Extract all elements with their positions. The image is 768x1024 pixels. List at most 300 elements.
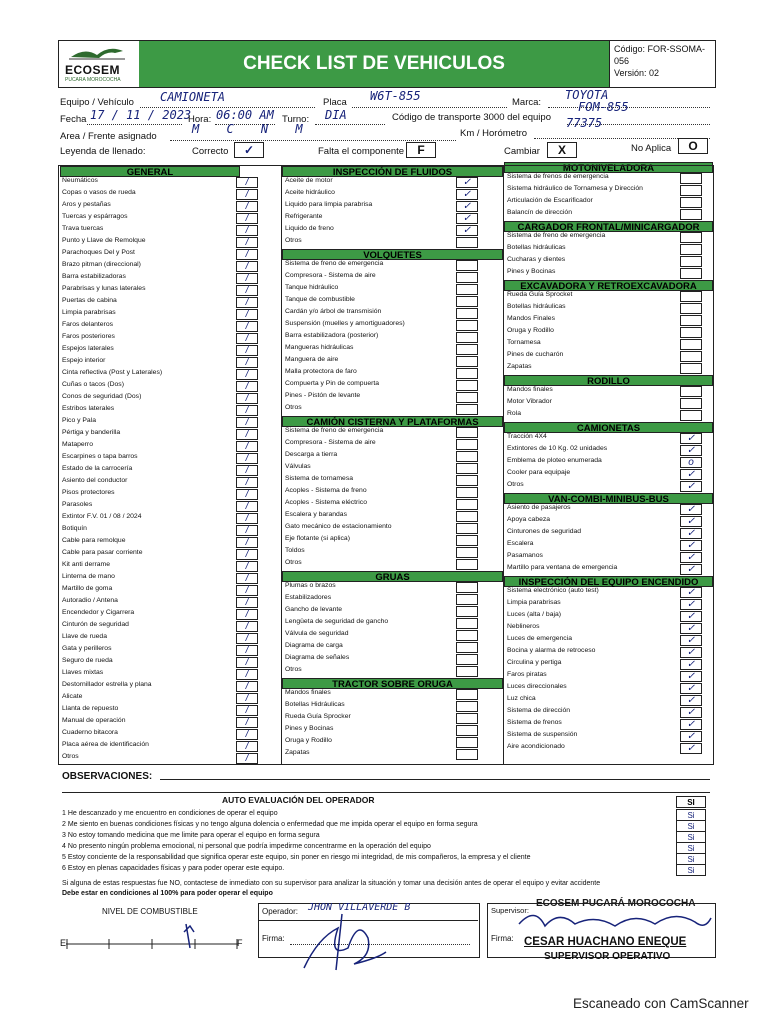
col2-item-label: Compresora - Sistema de aire <box>285 439 376 446</box>
col2-item-label: Manguera de aire <box>285 356 339 363</box>
legend-noaplica-label: No Aplica <box>631 143 672 154</box>
col3-item-check: ✓ <box>686 433 696 444</box>
col2-item-label: Acoples - Sistema eléctrico <box>285 499 367 506</box>
general-item-check: / <box>245 693 249 704</box>
general-item-label: Parasoles <box>62 501 93 508</box>
col2-item-label: Compuerta y Pin de compuerta <box>285 380 380 387</box>
col3-item-check: ✓ <box>686 587 696 598</box>
general-item-label: Llanta de repuesto <box>62 705 119 712</box>
fecha-label: Fecha <box>60 114 87 125</box>
supervisor-stamp-2: CESAR HUACHANO ENEQUE <box>524 936 687 948</box>
col2-item-label: Pines y Bocinas <box>285 725 334 732</box>
general-item-label: Neumáticos <box>62 177 98 184</box>
area-line <box>170 140 456 141</box>
general-item-label: Espejos laterales <box>62 345 114 352</box>
general-item-check: / <box>245 321 249 332</box>
general-item-check: / <box>245 405 249 416</box>
col3-item-label: Luces (alta / baja) <box>507 611 562 618</box>
col3-item-check: ✓ <box>686 564 696 575</box>
general-item-label: Autoradio / Antena <box>62 597 118 604</box>
placa-line <box>352 107 507 108</box>
general-item-check: / <box>245 597 249 608</box>
general-item-check: / <box>245 621 249 632</box>
general-item-check: / <box>245 309 249 320</box>
col3-item-label: Pines de cucharón <box>507 351 564 358</box>
form-version-text: Versión: 02 <box>614 68 660 78</box>
general-item-label: Puertas de cabina <box>62 297 117 304</box>
general-item-check: / <box>245 345 249 356</box>
general-item-label: Pértiga y banderilla <box>62 429 121 436</box>
col2-section-header: TRACTOR SOBRE ORUGA <box>282 678 503 689</box>
col3-section-header: INSPECCIÓN DEL EQUIPO ENCENDIDO <box>504 576 713 587</box>
col3-item-label: Emblema de ploteo enumerada <box>507 457 602 464</box>
legend-correcto-label: Correcto <box>192 146 229 157</box>
col3-item-check: ✓ <box>686 695 696 706</box>
col3-item-label: Cinturones de seguridad <box>507 528 582 535</box>
col3-item-label: Asiento de pasajeros <box>507 504 571 511</box>
supervisor-stamp-1: ECOSEM PUCARÁ MOROCOCHA <box>536 898 696 909</box>
general-item-check: / <box>245 237 249 248</box>
checklist-frame <box>58 165 714 765</box>
col3-item-check: ✓ <box>686 635 696 646</box>
col3-item-label: Luces de emergencia <box>507 635 572 642</box>
col3-item-label: Botellas hidráulicas <box>507 303 566 310</box>
legend-falta-label: Falta el componente <box>318 146 405 157</box>
legend-noaplica-box: O <box>678 138 708 154</box>
equipo-value[interactable]: CAMIONETA <box>160 90 226 104</box>
col3-item-check: ✓ <box>686 445 696 456</box>
general-item-check: / <box>245 729 249 740</box>
general-item-label: Otros <box>62 753 79 760</box>
turno-line <box>315 124 385 125</box>
general-item-label: Cable para remolque <box>62 537 126 544</box>
col3-item-label: Pasamanos <box>507 552 543 559</box>
general-item-check: / <box>245 609 249 620</box>
col3-section-header: CARGADOR FRONTAL/MINICARGADOR <box>504 221 713 232</box>
camscanner-watermark: Escaneado con CamScanner <box>573 996 749 1011</box>
col2-item-label: Estabilizadores <box>285 594 332 601</box>
col3-item-check: ✓ <box>686 719 696 730</box>
legend-cambiar-box: X <box>547 142 577 158</box>
general-item-label: Linterna de mano <box>62 573 115 580</box>
autoeval-question: 2 Me siento en buenas condiciones físicas y no tengo alguna dolencia o enfermedad que me impida operar el equipo en forma segura <box>62 821 478 828</box>
general-item-check: / <box>245 333 249 344</box>
col3-item-label: Botellas hidráulicas <box>507 244 566 251</box>
col3-section-header: VAN-COMBI-MINIBUS-BUS <box>504 493 713 504</box>
col2-item-label: Descarga a tierra <box>285 451 338 458</box>
col2-item-check: ✓ <box>462 225 472 236</box>
general-item-check: / <box>245 213 249 224</box>
col2-item-label: Zapatas <box>285 749 310 756</box>
col3-item-label: Sistema electrónico (auto test) <box>507 587 599 594</box>
col3-item-label: Luces direccionales <box>507 683 567 690</box>
general-item-label: Llaves mixtas <box>62 669 104 676</box>
col2-item-label: Rueda Guía Sprocker <box>285 713 351 720</box>
general-item-label: Espejo interior <box>62 357 106 364</box>
general-item-label: Seguro de rueda <box>62 657 113 664</box>
col2-item-check: ✓ <box>462 189 472 200</box>
col3-item-label: Motor Vibrador <box>507 398 552 405</box>
area-label: Area / Frente asignado <box>60 131 157 142</box>
operador-firma-label: Firma: <box>262 934 285 943</box>
form-header <box>58 40 716 88</box>
col3-item-label: Bocina y alarma de retroceso <box>507 647 596 654</box>
col3-item-check: o <box>688 457 694 468</box>
general-item-check: / <box>245 657 249 668</box>
col3-item-label: Faros piratas <box>507 671 547 678</box>
autoeval-answer-box[interactable]: Si <box>676 831 706 843</box>
placa-label: Placa <box>323 97 347 108</box>
col3-item-label: Sistema de frenos de emergencia <box>507 173 609 180</box>
autoeval-question: 3 No estoy tomando medicina que me limite para operar el equipo en forma segura <box>62 832 320 839</box>
general-item-label: Punto y Llave de Remolque <box>62 237 146 244</box>
col2-item-label: Cardán y/o árbol de transmisión <box>285 308 382 315</box>
col3-item-check: ✓ <box>686 647 696 658</box>
general-item-check: / <box>245 477 249 488</box>
col2-item-label: Refrigerante <box>285 213 323 220</box>
placa-value[interactable]: W6T-855 <box>370 89 421 103</box>
general-item-check: / <box>245 429 249 440</box>
col2-item-label: Escalera y barandas <box>285 511 347 518</box>
col3-item-label: Cooler para equipaje <box>507 469 571 476</box>
fuel-f-label: F <box>237 938 243 948</box>
autoeval-answer-box[interactable]: Si <box>676 842 706 854</box>
col3-item-label: Mandos Finales <box>507 315 555 322</box>
col3-item-label: Rola <box>507 410 521 417</box>
col3-item-check: ✓ <box>686 552 696 563</box>
general-item-check: / <box>245 417 249 428</box>
autoeval-question: 4 No presento ningún problema emocional, ni personal que podría impedirme concentrarme en la operación del equipo <box>62 843 431 850</box>
general-item-label: Trava tuercas <box>62 225 104 232</box>
col3-item-check: ✓ <box>686 599 696 610</box>
hora-label: Hora: <box>188 114 212 125</box>
col-divider-2 <box>503 165 504 765</box>
col2-item-label: Gato mecánico de estacionamiento <box>285 523 392 530</box>
col3-item-label: Articulación de Escarificador <box>507 197 593 204</box>
general-item-label: Conos de seguridad (Dos) <box>62 393 142 400</box>
col3-section-header: CAMIONETAS <box>504 422 713 433</box>
col3-item-label: Limpia parabrisas <box>507 599 561 606</box>
col2-item-label: Tanque hidráulico <box>285 284 339 291</box>
col3-item-check: ✓ <box>686 743 696 754</box>
autoeval-answer-box[interactable]: Si <box>676 809 706 821</box>
col2-item-label: Sistema de tornamesa <box>285 475 354 482</box>
col3-item-label: Apoya cabeza <box>507 516 551 523</box>
col2-section-header: INSPECCIÓN DE FLUIDOS <box>282 166 503 177</box>
autoeval-question: 1 He descanzado y me encuentro en condiciones de operar el equipo <box>62 810 278 817</box>
col3-item-label: Sistema de frenos <box>507 719 562 726</box>
col3-item-check: ✓ <box>686 671 696 682</box>
general-item-label: Tuercas y espárragos <box>62 213 128 220</box>
col3-item-label: Sistema de suspensión <box>507 731 578 738</box>
company-logo <box>59 41 140 87</box>
col2-item-label: Otros <box>285 666 302 673</box>
col2-item-label: Acoples - Sistema de freno <box>285 487 367 494</box>
fecha-value[interactable]: 17 / 11 / 2023 <box>90 108 192 122</box>
logo-subtitle: PUCARA MOROCOCHA <box>65 77 121 83</box>
col2-item-label: Sistema de freno de emergencia <box>285 260 384 267</box>
logo-bird-icon <box>67 45 127 61</box>
general-item-label: Escarpines o tapa barros <box>62 453 138 460</box>
col2-item-label: Tanque de combustible <box>285 296 355 303</box>
col3-item-label: Sistema de freno de emergencia <box>507 232 606 239</box>
supervisor-stamp-3: SUPERVISOR OPERATIVO <box>544 951 671 962</box>
general-item-label: Botiquín <box>62 525 87 532</box>
autoeval-question: 6 Estoy en plenas capacidades físicas y para poder operar este equipo. <box>62 865 285 872</box>
general-item-check: / <box>245 465 249 476</box>
col3-item-label: Tracción 4X4 <box>507 433 547 440</box>
general-item-label: Martillo de goma <box>62 585 113 592</box>
general-item-label: Mataperro <box>62 441 93 448</box>
general-item-check: / <box>245 525 249 536</box>
legend-label: Leyenda de llenado: <box>60 146 146 157</box>
col3-item-check: ✓ <box>686 504 696 515</box>
general-item-check: / <box>245 357 249 368</box>
general-item-label: Aros y pestañas <box>62 201 111 208</box>
col3-item-check: ✓ <box>686 516 696 527</box>
col3-item-check: ✓ <box>686 707 696 718</box>
general-item-label: Manual de operación <box>62 717 126 724</box>
section-general-header: GENERAL <box>60 166 240 177</box>
general-item-label: Parabrisas y lunas laterales <box>62 285 146 292</box>
col2-section-header: CAMIÓN CISTERNA Y PLATAFORMAS <box>282 416 503 427</box>
autoeval-answer-box[interactable]: Si <box>676 853 706 865</box>
col2-item-label: Otros <box>285 559 302 566</box>
col2-item-label: Válvulas <box>285 463 311 470</box>
legend-falta-box: F <box>406 142 436 158</box>
general-item-label: Copas o vasos de rueda <box>62 189 136 196</box>
general-item-label: Destornillador estrella y plana <box>62 681 152 688</box>
codigo-value[interactable]: FOM-855 <box>578 100 629 114</box>
col2-item-label: Plumas o brazos <box>285 582 336 589</box>
col2-item-label: Pines - Pistón de levante <box>285 392 361 399</box>
autoeval-question: 5 Estoy conciente de la responsabilidad que significa operar este equipo, sin poner en riesgo mi integridad, de mis compañeros, la empresa y el cliente <box>62 854 531 861</box>
general-item-check: / <box>245 717 249 728</box>
general-item-check: / <box>245 285 249 296</box>
col2-section-header: VOLQUETES <box>282 249 503 260</box>
col3-section-header: EXCAVADORA Y RETROEXCAVADORA <box>504 280 713 291</box>
supervisor-signature <box>515 904 715 936</box>
general-item-check: / <box>245 297 249 308</box>
autoeval-title: AUTO EVALUACIÓN DEL OPERADOR <box>222 795 375 805</box>
observaciones-line-1 <box>160 779 710 780</box>
col2-item-label: Válvula de seguridad <box>285 630 349 637</box>
col2-item-label: Compresora - Sistema de aire <box>285 272 376 279</box>
general-item-label: Kit anti derrame <box>62 561 110 568</box>
general-item-label: Barra estabilizadoras <box>62 273 126 280</box>
col2-item-label: Otros <box>285 237 302 244</box>
fecha-line <box>87 124 182 125</box>
col2-item-check: ✓ <box>462 177 472 188</box>
col2-item-label: Eje flotante (si aplica) <box>285 535 350 542</box>
col3-item-check: ✓ <box>686 623 696 634</box>
turno-label: Turno: <box>282 114 310 125</box>
col2-item-label: Diagrama de señales <box>285 654 350 661</box>
km-label: Km / Horómetro <box>460 128 528 139</box>
general-item-check: / <box>245 249 249 260</box>
general-item-label: Alicate <box>62 693 83 700</box>
fuel-e-label: E <box>60 938 67 948</box>
col2-item-label: Diagrama de carga <box>285 642 343 649</box>
general-item-check: / <box>245 741 249 752</box>
col3-item-label: Zapatas <box>507 363 532 370</box>
col3-item-label: Neblineros <box>507 623 540 630</box>
marca-value[interactable]: TOYOTA <box>565 88 609 102</box>
col2-item-label: Liquido de freno <box>285 225 334 232</box>
col3-item-check: ✓ <box>686 683 696 694</box>
general-item-check: / <box>245 573 249 584</box>
autoeval-note-2: Debe estar en condiciones al 100% para poder operar el equipo <box>62 890 273 897</box>
form-title: CHECK LIST DE VEHICULOS <box>139 41 609 87</box>
general-item-check: / <box>245 393 249 404</box>
col2-item-label: Aceite hidráulico <box>285 189 335 196</box>
general-item-check: / <box>245 513 249 524</box>
general-item-check: / <box>245 489 249 500</box>
col2-item-label: Otros <box>285 404 302 411</box>
operador-value[interactable]: JHON VILLAVERDE B <box>308 902 411 913</box>
general-item-check: / <box>245 453 249 464</box>
col2-item-label: Suspensión (muelles y amortiguadores) <box>285 320 405 327</box>
col3-item-check: ✓ <box>686 469 696 480</box>
col3-section-header: MOTONIVELADORA <box>504 162 713 173</box>
autoeval-answer-box[interactable]: Si <box>676 864 706 876</box>
general-item-check: / <box>245 681 249 692</box>
general-item-label: Asiento del conductor <box>62 477 128 484</box>
general-item-check: / <box>245 501 249 512</box>
area-value[interactable]: M C N M <box>192 122 313 136</box>
marca-label: Marca: <box>512 97 542 108</box>
col2-item-label: Sistema de freno de emergencia <box>285 427 384 434</box>
operador-label: Operador: <box>262 907 299 916</box>
supervisor-firma-label: Firma: <box>491 934 514 943</box>
autoeval-answer-box[interactable]: Si <box>676 820 706 832</box>
general-item-check: / <box>245 753 249 764</box>
col2-item-label: Oruga y Rodillo <box>285 737 332 744</box>
general-item-check: / <box>245 201 249 212</box>
col3-item-label: Aire acondicionado <box>507 743 565 750</box>
general-item-label: Faros posteriores <box>62 333 115 340</box>
general-item-check: / <box>245 273 249 284</box>
col3-section-header: RODILLO <box>504 375 713 386</box>
col3-item-check: ✓ <box>686 528 696 539</box>
col2-item-label: Aceite de motor <box>285 177 333 184</box>
general-item-check: / <box>245 633 249 644</box>
col2-item-label: Gancho de levante <box>285 606 343 613</box>
general-item-check: / <box>245 705 249 716</box>
col3-item-label: Sistema hidráulico de Tornamesa y Dirección <box>507 185 643 192</box>
col3-item-label: Luz chica <box>507 695 536 702</box>
general-item-label: Extintor F.V. 01 / 08 / 2024 <box>62 513 142 520</box>
general-item-label: Limpia parabrisas <box>62 309 116 316</box>
codigo-label: Código de transporte 3000 del equipo <box>392 112 551 123</box>
general-item-label: Cable para pasar corriente <box>62 549 143 556</box>
form-code-text: Código: FOR-SSOMA-056 <box>614 44 706 66</box>
general-item-check: / <box>245 669 249 680</box>
general-item-label: Cuñas o tacos (Dos) <box>62 381 124 388</box>
observaciones-label: OBSERVACIONES: <box>62 771 153 782</box>
hora-value[interactable]: 06:00 AM <box>216 108 274 122</box>
general-item-check: / <box>245 585 249 596</box>
general-item-label: Pisos protectores <box>62 489 115 496</box>
general-item-label: Gata y perilleros <box>62 645 112 652</box>
col3-item-label: Pines y Bocinas <box>507 268 556 275</box>
col3-item-check: ✓ <box>686 659 696 670</box>
operador-signature <box>298 908 388 974</box>
col3-item-label: Tornamesa <box>507 339 541 346</box>
col2-item-label: Malla protectora de faro <box>285 368 357 375</box>
col3-item-check: ✓ <box>686 731 696 742</box>
general-item-check: / <box>245 645 249 656</box>
col2-item-label: Lengüeta de seguridad de gancho <box>285 618 389 625</box>
autoeval-si-header: SI <box>676 796 706 808</box>
col2-item-label: Barra estabilizadora (posterior) <box>285 332 379 339</box>
general-item-check: / <box>245 261 249 272</box>
col2-item-label: Botellas Hidráulicas <box>285 701 345 708</box>
col3-item-check: ✓ <box>686 540 696 551</box>
marca-line <box>548 107 710 108</box>
col3-item-label: Escalera <box>507 540 534 547</box>
col2-section-header: GRUAS <box>282 571 503 582</box>
combustible-label: NIVEL DE COMBUSTIBLE <box>102 907 198 916</box>
general-item-label: Cinta reflectiva (Post y Laterales) <box>62 369 163 376</box>
col3-item-label: Otros <box>507 481 524 488</box>
general-item-label: Brazo pitman (direccional) <box>62 261 141 268</box>
general-item-label: Cinturón de seguridad <box>62 621 129 628</box>
col3-item-label: Rueda Guía Sprocket <box>507 291 573 298</box>
general-item-check: / <box>245 225 249 236</box>
col3-item-label: Circulina y pertiga <box>507 659 562 666</box>
general-item-label: Parachoques Del y Post <box>62 249 135 256</box>
equipo-label: Equipo / Vehículo <box>60 97 134 108</box>
col3-item-label: Cucharas y dientes <box>507 256 566 263</box>
general-item-label: Placa aérea de identificación <box>62 741 149 748</box>
general-item-check: / <box>245 441 249 452</box>
general-item-check: / <box>245 369 249 380</box>
legend-correcto-box: ✓ <box>234 142 264 158</box>
general-item-check: / <box>245 177 249 188</box>
col-divider-1 <box>281 165 282 765</box>
col2-item-label: Liquido para limpia parabrisa <box>285 201 373 208</box>
general-item-check: / <box>245 549 249 560</box>
general-item-check: / <box>245 537 249 548</box>
observaciones-line-2 <box>62 792 710 793</box>
col3-item-check: ✓ <box>686 611 696 622</box>
km-value[interactable]: 77375 <box>566 116 603 130</box>
fuel-gauge-icon <box>66 922 238 950</box>
col3-item-label: Sistema de dirección <box>507 707 571 714</box>
logo-name: ECOSEM <box>65 63 121 77</box>
general-item-label: Encendedor y Cigarrera <box>62 609 135 616</box>
col3-item-label: Martillo para ventana de emergencia <box>507 564 618 571</box>
general-item-check: / <box>245 561 249 572</box>
col2-item-label: Mandos finales <box>285 689 331 696</box>
col2-item-check: ✓ <box>462 213 472 224</box>
col2-item-label: Mangueras hidráulicas <box>285 344 354 351</box>
general-item-check: / <box>245 381 249 392</box>
general-item-label: Estado de la carrocería <box>62 465 133 472</box>
col3-item-label: Extintores de 10 Kg. 02 unidades <box>507 445 608 452</box>
supervisor-label: Supervisor: <box>491 906 529 915</box>
autoeval-note-1: Si alguna de estas respuestas fue NO, contactese de inmediato con su supervisor para analizar la situación y tomar una decisión antes de operar el equipo y evitar accidente <box>62 880 601 887</box>
col2-item-label: Toldos <box>285 547 305 554</box>
col3-item-label: Mandos finales <box>507 386 553 393</box>
form-code <box>609 41 715 87</box>
general-item-label: Llave de rueda <box>62 633 107 640</box>
col2-item-check: ✓ <box>462 201 472 212</box>
general-item-label: Faros delanteros <box>62 321 114 328</box>
legend-cambiar-label: Cambiar <box>504 146 540 157</box>
turno-value[interactable]: DIA <box>325 108 347 122</box>
